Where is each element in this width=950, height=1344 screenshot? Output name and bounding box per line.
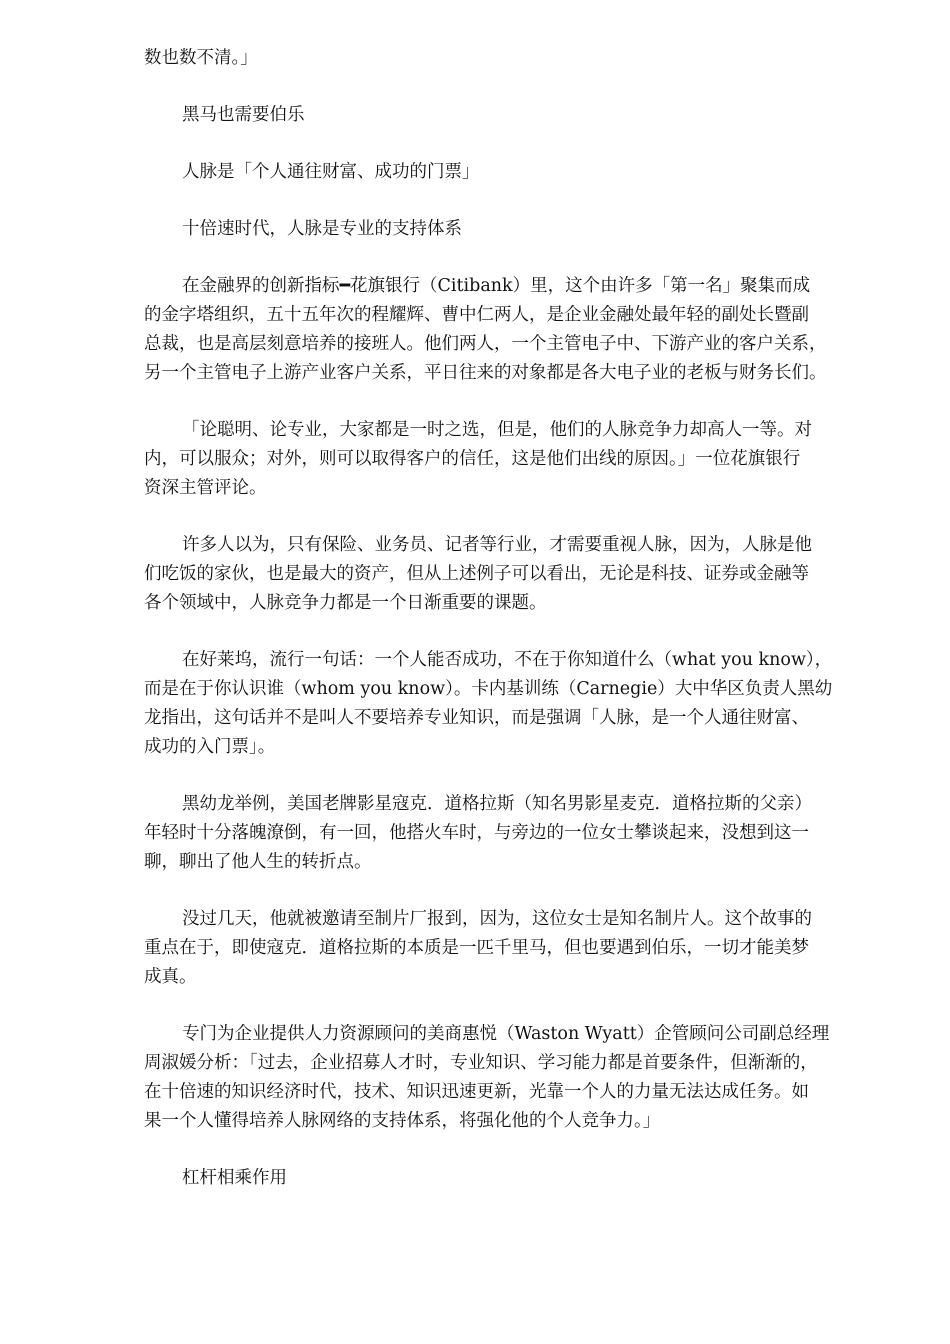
section-heading-support-system [144,215,880,244]
spacer [144,73,880,101]
text-line: 数也数不清。」 [144,48,258,68]
text-line: 杠杆相乘作用 [182,1168,287,1188]
text-line: 总裁，也是高层刻意培养的接班人。他们两人，一个主管电子中、下游产业的客户关系， [144,334,827,354]
text-line: 许多人以为，只有保险、业务员、记者等行业，才需要重视人脉，因为，人脉是他 [182,535,812,555]
spacer [144,130,880,158]
text-line: 的金字塔组织，五十五年次的程耀辉、曹中仁两人，是企业金融处最年轻的副处长暨副 [144,305,809,325]
text-line: 「论聪明、论专业，大家都是一时之选，但是，他们的人脉竞争力却高人一等。对 [182,420,812,440]
text-line: 内，可以服众；对外，则可以取得客户的信任，这是他们出线的原因。」一位花旗银行 [144,449,801,469]
text-line: 聊，聊出了他人生的转折点。 [144,852,372,872]
spacer [144,877,880,905]
text-line: 在十倍速的知识经济时代，技术、知识迅速更新，光靠一个人的力量无法达成任务。如 [144,1082,809,1102]
text-line: 在金融界的创新指标━花旗银行（Citibank）里，这个由许多「第一名」聚集而成 [182,276,811,296]
section-heading-leverage [144,1164,880,1193]
spacer [144,187,880,215]
spacer [144,762,880,790]
text-line: 果一个人懂得培养人脉网络的支持体系，将强化他的个人竞争力。」 [144,1111,661,1131]
text-line: 成真。 [144,967,197,987]
text-line: 另一个主管电子上游产业客户关系，平日往来的对象都是各大电子业的老板与财务长们。 [144,363,827,383]
text-line: 年轻时十分落魄潦倒，有一回，他搭火车时，与旁边的一位女士攀谈起来，没想到这一 [144,823,809,843]
text-line: 们吃饭的家伙，也是最大的资产，但从上述例子可以看出，无论是科技、证券或金融等 [144,564,809,584]
document-page [144,44,880,1193]
spacer [144,388,880,416]
spacer [144,1136,880,1164]
section-heading-dark-horse [144,101,880,130]
text-line: 专门为企业提供人力资源顾问的美商惠悦（Waston Wyatt）企管顾问公司副总经理 [182,1024,830,1044]
paragraph-producer [144,905,880,992]
spacer [144,244,880,272]
paragraph-hollywood [144,646,880,762]
text-line: 而是在于你认识谁（whom you know）。卡内基训练（Carnegie）大中华区负责人黑幼 [144,679,833,699]
paragraph-continuation [144,44,880,73]
text-line: 十倍速时代，人脉是专业的支持体系 [182,219,462,239]
text-line: 成功的入门票」。 [144,737,276,757]
text-line: 黑幼龙举例，美国老牌影星寇克．道格拉斯（知名男影星麦克．道格拉斯的父亲） [182,794,812,814]
spacer [144,992,880,1020]
paragraph-citibank [144,272,880,388]
text-line: 黑马也需要伯乐 [182,105,305,125]
paragraph-watson-wyatt [144,1020,880,1136]
paragraph-kirk-douglas [144,790,880,877]
text-line: 人脉是「个人通往财富、成功的门票」 [182,162,480,182]
text-line: 周淑媛分析：「过去，企业招募人才时，专业知识、学习能力都是首要条件，但渐渐的， [144,1053,818,1073]
paragraph-industries [144,531,880,618]
text-line: 在好莱坞，流行一句话：一个人能否成功，不在于你知道什么（what you know）， [182,650,833,670]
text-line: 没过几天，他就被邀请至制片厂报到，因为，这位女士是知名制片人。这个故事的 [182,909,812,929]
text-line: 重点在于，即使寇克．道格拉斯的本质是一匹千里马，但也要遇到伯乐，一切才能美梦 [144,938,809,958]
text-line: 龙指出，这句话并不是叫人不要培养专业知识，而是强调「人脉，是一个人通往财富、 [144,708,809,728]
paragraph-quote-supervisor [144,416,880,503]
spacer [144,618,880,646]
text-line: 资深主管评论。 [144,478,267,498]
section-heading-ticket [144,158,880,187]
text-line: 各个领域中，人脉竞争力都是一个日渐重要的课题。 [144,593,547,613]
spacer [144,503,880,531]
